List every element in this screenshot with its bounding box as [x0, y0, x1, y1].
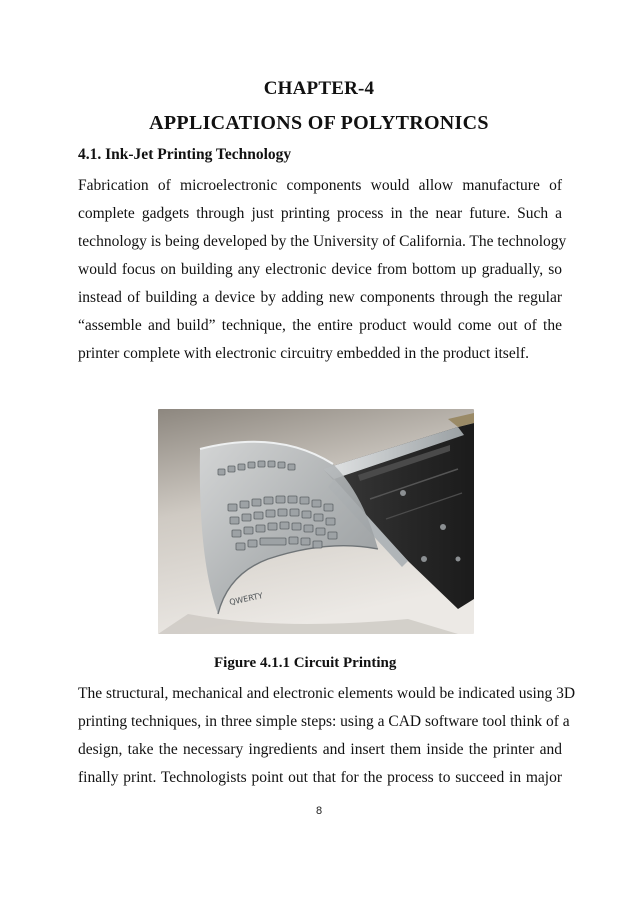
chapter-label: CHAPTER-4 — [263, 78, 375, 99]
section-heading: 4.1. Ink-Jet Printing Technology — [78, 146, 292, 163]
figure-caption: Figure 4.1.1 Circuit Printing — [214, 655, 397, 671]
paragraph-line: design, take the necessary ingredients and insert them inside the printer and — [78, 741, 562, 758]
figure-circuit-printing-photo — [158, 409, 474, 634]
chapter-title: APPLICATIONS OF POLYTRONICS — [149, 112, 489, 134]
paragraph-line: “assemble and build” technique, the entire product would come out of the — [78, 317, 562, 334]
paragraph-line: printing techniques, in three simple steps: using a CAD software tool think of a — [78, 713, 570, 730]
paragraph-line: finally print. Technologists point out that for the process to succeed in major — [78, 769, 562, 786]
page-number: 8 — [315, 805, 323, 817]
paragraph-line: complete gadgets through just printing process in the near future. Such a — [78, 205, 562, 222]
paragraph-intro — [78, 172, 567, 368]
paragraph-line: technology is being developed by the University of California. The technology — [78, 233, 567, 250]
paragraph-line: instead of building a device by adding new components through the regular — [78, 289, 562, 306]
paragraph-line: would focus on building any electronic device from bottom up gradually, so — [78, 261, 562, 278]
paragraph-line: The structural, mechanical and electronic elements would be indicated using 3D — [78, 685, 576, 702]
paragraph-line: printer complete with electronic circuitry embedded in the product itself. — [78, 345, 530, 362]
keyboard-label: QWERTY — [228, 591, 264, 607]
paragraph-line: Fabrication of microelectronic components would allow manufacture of — [78, 177, 562, 194]
paragraph-3d-printing — [78, 680, 576, 792]
